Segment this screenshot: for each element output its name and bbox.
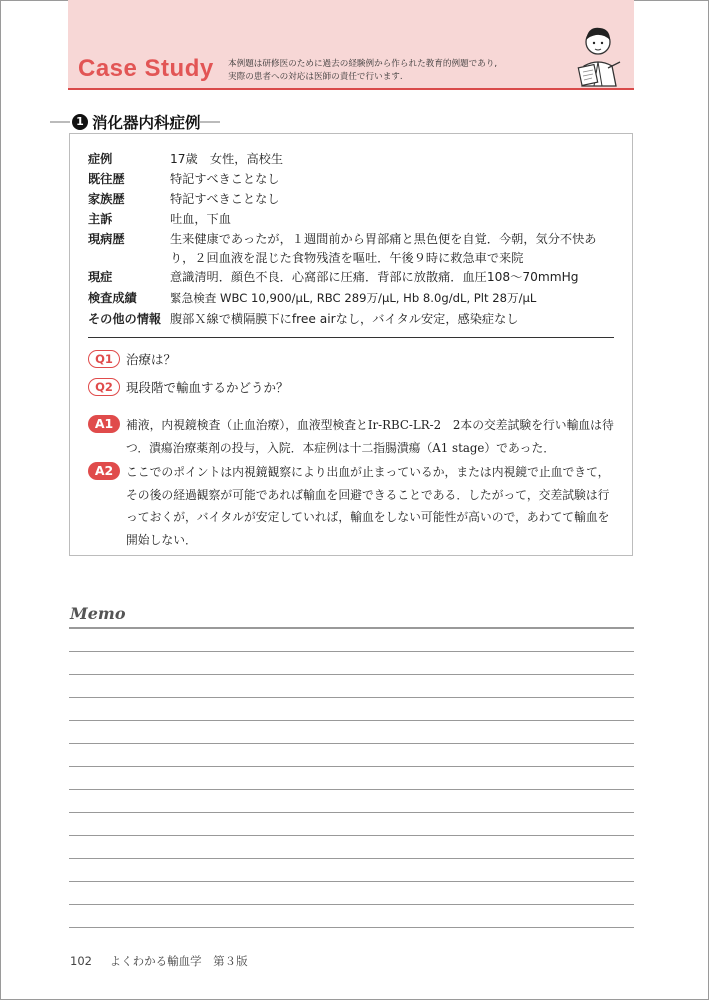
page-footer [70,953,248,969]
case-row [88,230,616,268]
book-title: よくわかる輸血学 第３版 [109,954,248,968]
case-value: 意識清明．顔色不良．心窩部に圧痛．背部に放散痛．血圧108～70mmHg [170,270,579,284]
case-separator [88,337,614,338]
case-label: 検査成績 [88,291,137,305]
memo-line [69,651,634,652]
memo-line [69,881,634,882]
answer-item [88,414,614,459]
case-label: 家族歴 [88,192,125,206]
section-title-text: 消化器内科症例 [92,114,201,132]
memo-line [69,720,634,721]
case-row [88,150,616,169]
memo-line [69,835,634,836]
question-badge: Q2 [88,378,120,396]
answer-badge: A2 [88,462,120,480]
memo-line [69,743,634,744]
case-label: 現症 [88,270,113,284]
memo-line [69,927,634,928]
question-badge: Q1 [88,350,120,368]
case-label: 既往歴 [88,172,125,186]
case-label: 症例 [88,152,113,166]
memo-line [69,858,634,859]
memo-line [69,904,634,905]
memo-line [69,812,634,813]
case-value: 吐血，下血 [170,212,231,226]
case-row [88,190,616,209]
case-label: その他の情報 [88,312,162,326]
case-value: 緊急検査 WBC 10,900/μL, RBC 289万/μL, Hb 8.0g/dL, Plt 28万/μL [170,291,537,305]
doctor-illustration-icon [568,16,628,88]
section-title-rule [50,120,220,124]
question-item [88,350,176,368]
memo-line [69,674,634,675]
memo-line [69,766,634,767]
question-item [88,378,289,396]
memo-line [69,789,634,790]
case-row [88,268,616,287]
case-study-description [228,58,528,83]
case-value: 特記すべきことなし [170,172,280,186]
description-line-2: 実際の患者への対応は医師の責任で行います. [228,71,403,82]
case-row [88,210,616,229]
question-text: 現段階で輸血するかどうか？ [126,380,289,395]
header-underline [68,88,634,90]
description-line-1: 本例題は研修医のために過去の経験例から作られた教育的例題であり, [228,59,498,69]
case-row [88,310,616,329]
case-label: 主訴 [88,212,113,226]
question-text: 治療は？ [126,352,177,367]
memo-label: Memo [70,604,126,623]
case-label: 現病歴 [88,232,125,246]
case-value: 生来健康であったが，１週間前から胃部痛と黒色便を自覚．今朝，気分不快あり，２回血液を混じた食物残渣を嘔吐．午後９時に救急車で来院 [170,232,597,265]
answer-badge: A1 [88,415,120,433]
case-value: 特記すべきことなし [170,192,280,206]
answer-item [88,461,614,551]
case-study-title: Case Study [78,55,214,82]
case-value: 17歳 女性，高校生 [170,152,284,166]
page-number: 102 [70,954,92,968]
section-number-badge: 1 [72,114,88,130]
memo-line [69,697,634,698]
case-row [88,289,616,308]
answer-text: 補液，内視鏡検査（止血治療），血液型検査とIr-RBC-LR-2 2本の交差試験を行い輸血は待つ．潰瘍治療薬剤の投与，入院．本症例は十二指腸潰瘍（A1 stage）であった． [126,418,614,455]
answer-text: ここでのポイントは内視鏡観察により出血が止まっているか，または内視鏡で止血できて，その後の経過観察が可能であれば輸血を回避できることである．したがって，交差試験は行っておくが，バイタルが安定していれば，輸血をしない可能性が高いので，あわてて輸血を開始しない． [126,465,610,547]
memo-line [69,627,634,629]
case-value: 腹部Ｘ線で横隔膜下にfree airなし，バイタル安定，感染症なし [170,312,519,326]
case-row [88,170,616,189]
